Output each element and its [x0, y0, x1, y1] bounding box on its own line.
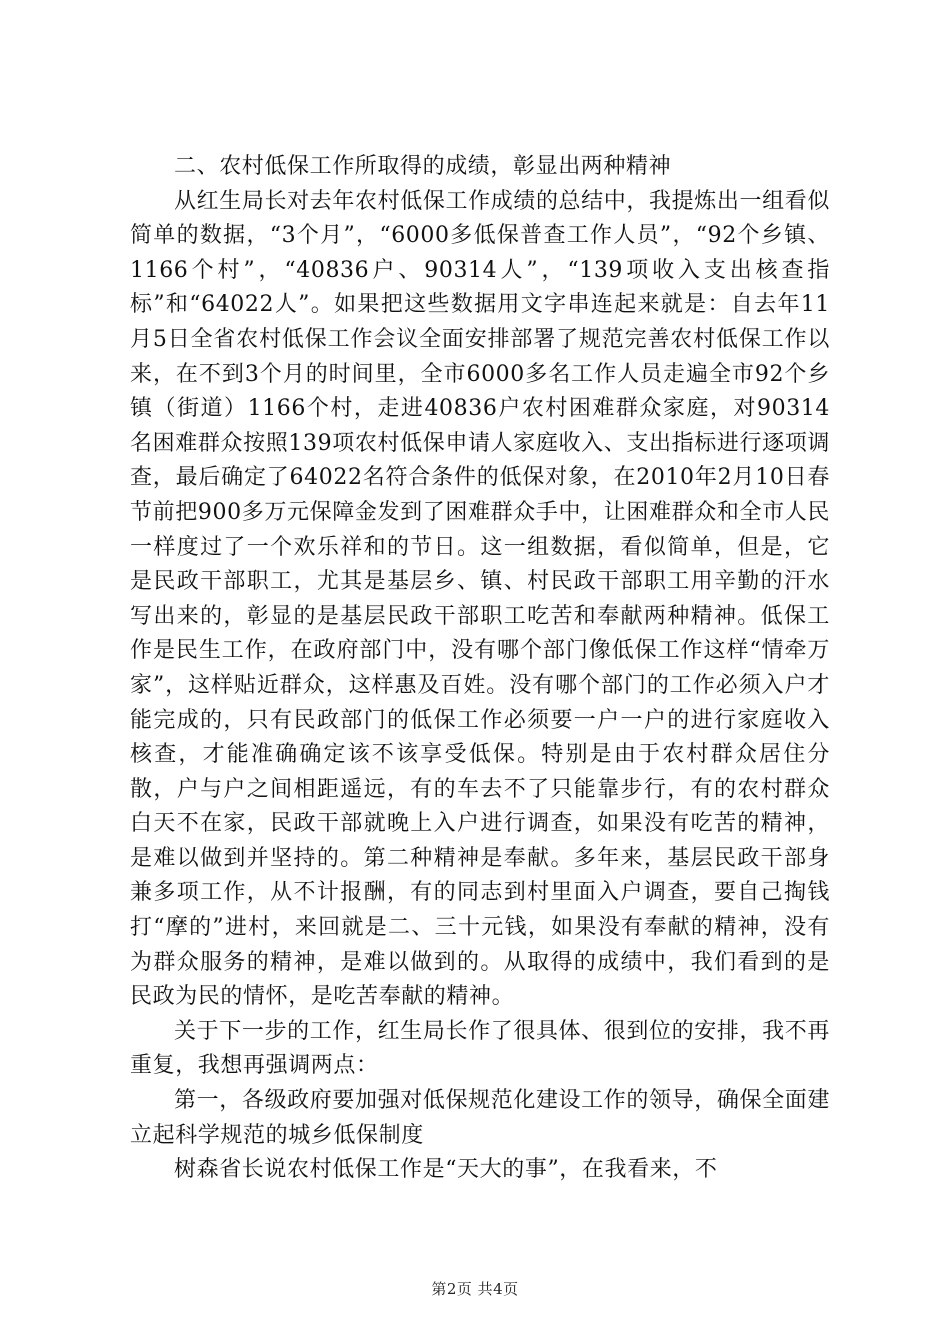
- body-paragraph: 树森省长说农村低保工作是“天大的事”，在我看来，不: [174, 1157, 718, 1183]
- section-heading: 二、农村低保工作所取得的成绩，彰显出两种精神: [174, 154, 672, 179]
- body-paragraph: 从红生局长对去年农村低保工作成绩的总结中，我提炼出一组看似简单的数据，“3个月”，“6000多低保普查工作人员”，“92个乡镇、1166个村”，“40836户、90314人”，“139项收入支出核查指标”和“64022人”。如果把这些数据用文字串连起来就是：自去年11月5日全省农村低保工作会议全面安排部署了规范完善农村低保工作以来，在不到3个月的时间里，全市6000多名工作人员走遍全市92个乡镇（街道）1166个村，走进40836户农村困难群众家庭，对90314名困难群众按照139项农村低保申请人家庭收入、支出指标进行逐项调查，最后确定了64022名符合条件的低保对象，在2010年2月10日春节前把900多万元保障金发到了困难群众手中，让困难群众和全市人民一样度过了一个欢乐祥和的节日。这一组数据，看似简单，但是，它是民政干部职工，尤其是基层乡、镇、村民政干部职工用辛勤的汗水写出来的，彰显的是基层民政干部职工吃苦和奉献两种精神。低保工作是民生工作，在政府部门中，没有哪个部门像低保工作这样“情牵万家”，这样贴近群众，这样惠及百姓。没有哪个部门的工作必须入户才能完成的，只有民政部门的低保工作必须要一户一户的进行家庭收入核查，才能准确确定该不该享受低保。特别是由于农村群众居住分散，户与户之间相距遥远，有的车去不了只能靠步行，有的农村群众白天不在家，民政干部就晚上入户进行调查，如果没有吃苦的精神，是难以做到并坚持的。第二种精神是奉献。多年来，基层民政干部身兼多项工作，从不计报酬，有的同志到村里面入户调查，要自己掏钱打“摩的”进村，来回就是二、三十元钱，如果没有奉献的精神，没有为群众服务的精神，是难以做到的。从取得的成绩中，我们看到的是民政为民的情怀，是吃苦奉献的精神。: [130, 188, 830, 1010]
- body-paragraph: 关于下一步的工作，红生局长作了很具体、很到位的安排，我不再重复，我想再强调两点：: [130, 1018, 830, 1079]
- document-body: [130, 150, 830, 1188]
- subsection-heading: 第一，各级政府要加强对低保规范化建设工作的领导，确保全面建立起科学规范的城乡低保制度: [130, 1088, 830, 1148]
- page-footer: 第2页 共4页: [431, 1280, 519, 1298]
